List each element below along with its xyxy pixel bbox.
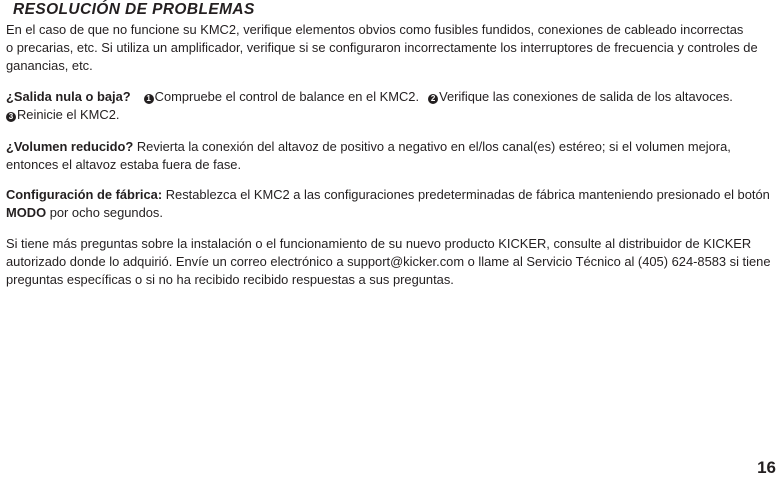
factory-reset-line-2 (6, 204, 778, 222)
contact-line-1: Si tiene más preguntas sobre la instalación o el funcionamiento de su nuevo producto KICKER, consulte al distribuidor de KICKER (6, 236, 752, 251)
contact-line-2: autorizado donde lo adquirió. Envíe un correo electrónico a support@kicker.com o llame al Servicio Técnico al (405) 624-8583 si tiene (6, 253, 771, 269)
low-volume-line-2: entonces el altavoz estaba fuera de fase. (6, 156, 242, 172)
intro-paragraph (6, 21, 778, 74)
low-volume-line-1 (6, 138, 778, 156)
intro-line-1: En el caso de que no funcione su KMC2, verifique elementos obvios como fusibles fundidos, conexiones de cableado incorrectas (6, 22, 744, 37)
contact-line-3: preguntas específicas o si no ha recibido recibido respuestas a sus preguntas. (6, 271, 454, 287)
factory-reset-section (6, 186, 778, 222)
contact-paragraph (6, 235, 778, 288)
factory-reset-line-1 (6, 186, 778, 204)
low-volume-text-1: Revierta la conexión del altavoz de positivo a negativo en el/los canal(es) estéreo; si el volumen mejora, (136, 139, 731, 154)
no-output-heading: ¿Salida nula o baja? (6, 89, 131, 104)
step-1-marker-icon: 1 (144, 94, 154, 104)
step-3-marker-icon: 3 (6, 112, 16, 122)
intro-line-3: ganancias, etc. (6, 57, 93, 73)
step-1-text: Compruebe el control de balance en el KMC2. (154, 89, 420, 104)
step-3-text: Reinicie el KMC2. (17, 106, 120, 122)
factory-reset-text-2: por ocho segundos. (49, 204, 163, 220)
low-volume-heading: ¿Volumen reducido? (6, 139, 134, 154)
no-output-section (6, 88, 778, 124)
manual-page (6, 0, 778, 486)
section-title: RESOLUCIÓN DE PROBLEMAS (13, 1, 255, 18)
low-volume-section (6, 138, 778, 174)
factory-reset-heading: Configuración de fábrica: (6, 187, 163, 202)
factory-reset-text-1: Restablezca el KMC2 a las configuraciones predeterminadas de fábrica manteniendo presionado el botón (165, 187, 770, 202)
step-2-marker-icon: 2 (428, 94, 438, 104)
no-output-line-1 (6, 88, 778, 106)
page-number: 16 (757, 458, 776, 477)
intro-line-2: o precarias, etc. Si utiliza un amplificador, verifique si se configuraron incorrectamente los interruptores de frecuencia y controles de (6, 39, 758, 55)
step-2-text: Verifique las conexiones de salida de los altavoces. (439, 89, 733, 104)
mode-button-name: MODO (6, 204, 47, 220)
no-output-line-2 (6, 106, 778, 124)
